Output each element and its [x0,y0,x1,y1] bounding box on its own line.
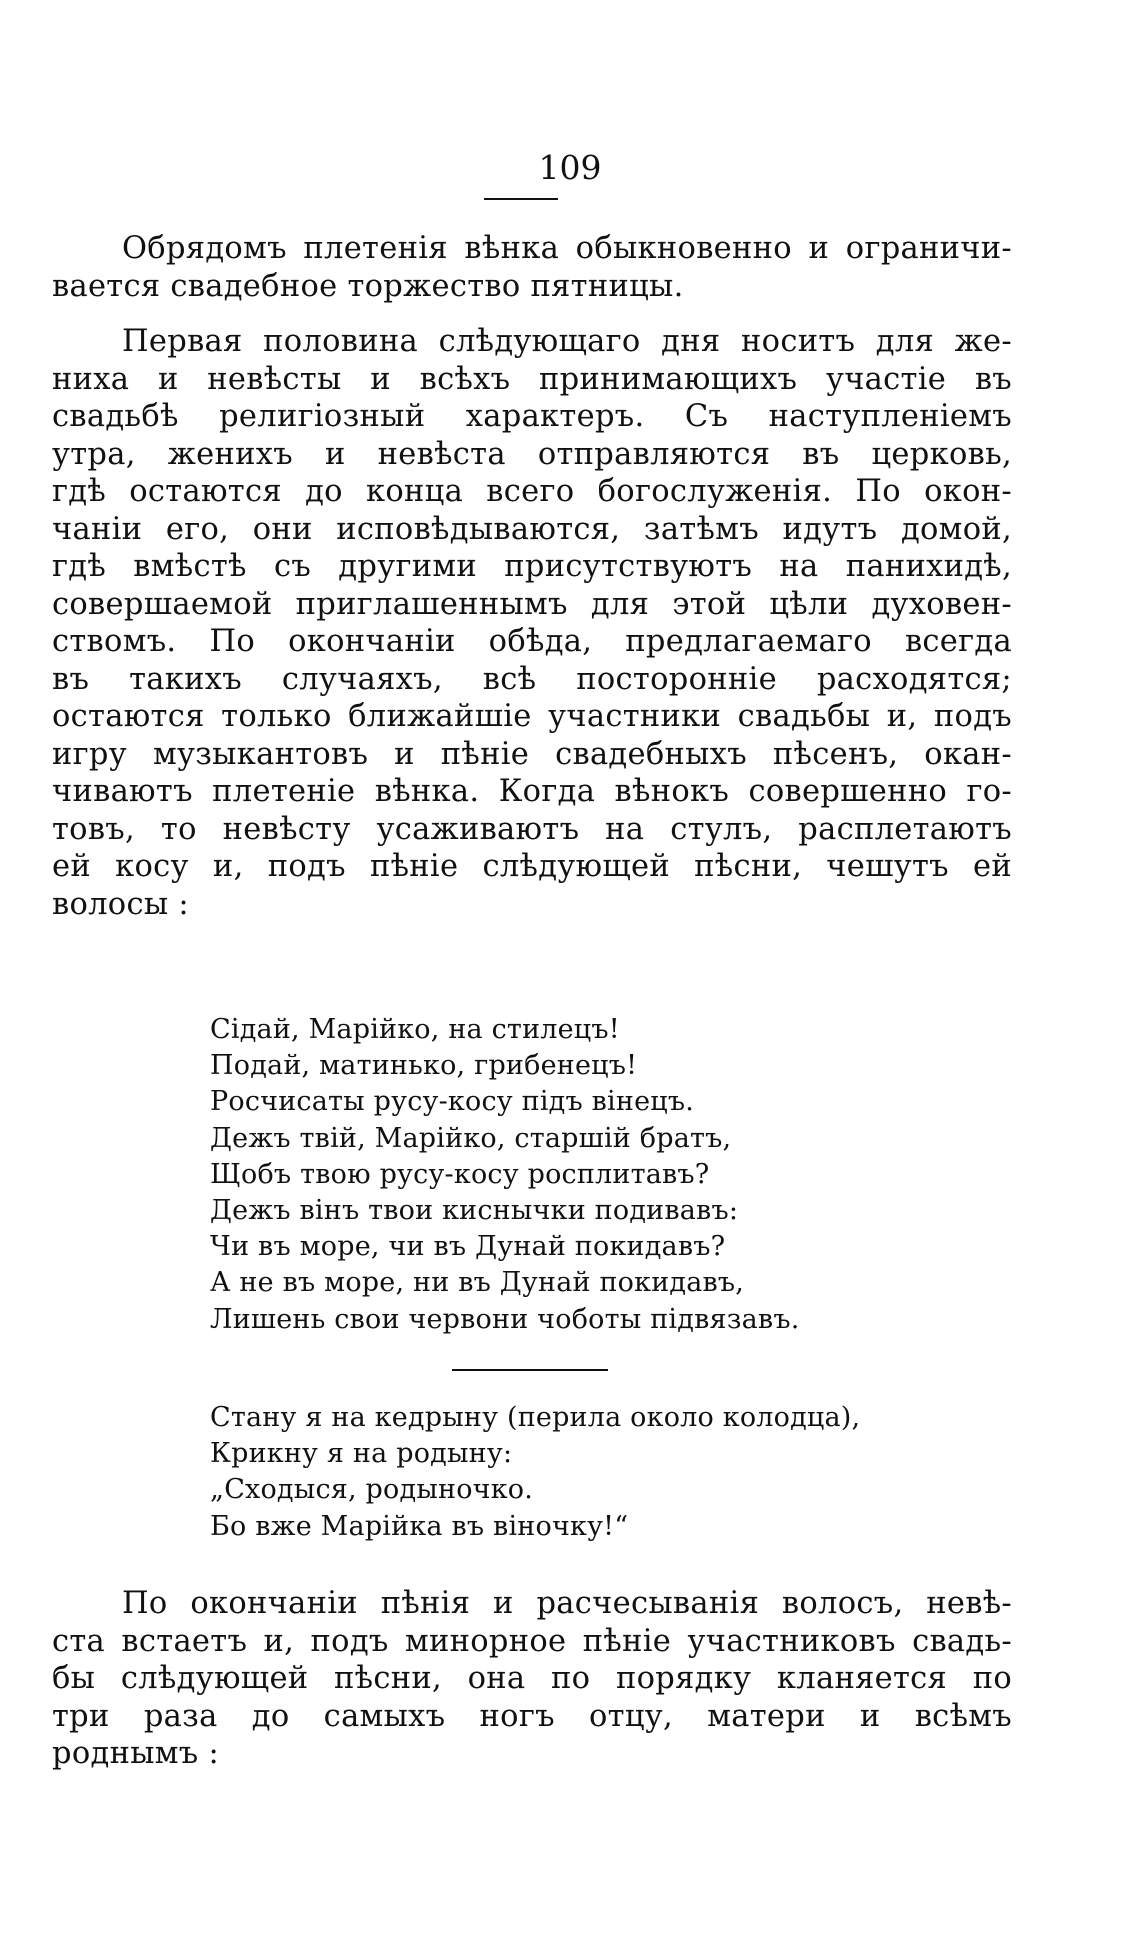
song-2 [210,1400,860,1545]
verse-line: Бо вже Марійка въ віночку!“ [210,1510,629,1542]
text-line: совершаемой приглашеннымъ для этой цѣли духовен- [52,586,1012,622]
text-line: гдѣ вмѣстѣ съ другими присутствуютъ на панихидѣ, [52,549,1012,584]
verse-line: Подай, матинько, грибенецъ! [210,1050,638,1082]
text-line: ствомъ. По окончаніи обѣда, предлагаемаго всегда [52,624,1012,659]
paragraph-1 [52,230,1012,305]
verse-line: Сідай, Марійко, на стилецъ! [210,1014,620,1045]
paragraph-3 [52,1585,1012,1773]
text-line: ниха и невѣсты и всѣхъ принимающихъ участіе въ [52,361,1012,397]
text-line: Первая половина слѣдующаго дня носитъ для же- [122,324,1012,359]
text-line: чаніи его, они исповѣдываются, затѣмъ идутъ домой, [52,511,1012,547]
paragraph-2 [52,323,1012,923]
text-line: свадьбѣ религіозный характеръ. Съ наступленіемъ [52,399,1012,434]
verse-line: Чи въ море, чи въ Дунай покидавъ? [210,1231,726,1263]
text-line: товъ, то невѣсту усаживаютъ на стулъ, расплетаютъ [52,811,1012,847]
text-line: Обрядомъ плетенія вѣнка обыкновенно и ограничи- [122,231,1012,266]
page-number: 109 [538,148,602,187]
text-line: остаются только ближайшіе участники свадьбы и, подъ [52,699,1012,734]
verse-line: Крикну я на родыну: [210,1438,513,1470]
text-line: По окончаніи пѣнія и расчесыванія волосъ, невѣ- [122,1586,1012,1621]
text-line: вается свадебное торжество пятницы. [52,268,684,304]
text-line: утра, женихъ и невѣста отправляются въ церковь, [52,436,1012,472]
text-line: гдѣ остаются до конца всего богослуженія. По окон- [52,474,1012,509]
page-number-underline [484,198,558,200]
text-line: три раза до самыхъ ногъ отцу, матери и всѣмъ [52,1698,1012,1734]
text-line: роднымъ : [52,1736,220,1771]
verse-line: „Сходыся, родыночко. [210,1474,534,1506]
text-line: игру музыкантовъ и пѣніе свадебныхъ пѣсенъ, окан- [52,736,1012,772]
verse-line: Росчисаты русу-косу підъ вінецъ. [210,1086,694,1118]
verse-line: Дежъ вінъ твои киснычки подивавъ: [210,1195,739,1227]
song-1 [210,1012,799,1338]
text-line: ей косу и, подъ пѣніе слѣдующей пѣсни, чешутъ ей [52,849,1012,884]
text-line: чиваютъ плетеніе вѣнка. Когда вѣнокъ совершенно го- [52,774,1012,809]
verse-line: Лишень свои червони чоботы підвязавъ. [210,1303,800,1335]
text-line: бы слѣдующей пѣсни, она по порядку кланяется по [52,1661,1012,1696]
verse-line: Стану я на кедрыну (перила около колодца), [210,1402,861,1433]
verse-line: А не въ море, ни въ Дунай покидавъ, [210,1267,745,1299]
text-line: волосы : [52,886,189,922]
section-divider [452,1369,608,1371]
verse-line: Щобъ твою русу-косу росплитавъ? [210,1158,710,1190]
text-line: ста встаетъ и, подъ минорное пѣніе участниковъ свадь- [52,1623,1012,1659]
verse-line: Дежъ твій, Марійко, старшій братъ, [210,1122,732,1154]
text-line: въ такихъ случаяхъ, всѣ посторонніе расходятся; [52,661,1012,697]
